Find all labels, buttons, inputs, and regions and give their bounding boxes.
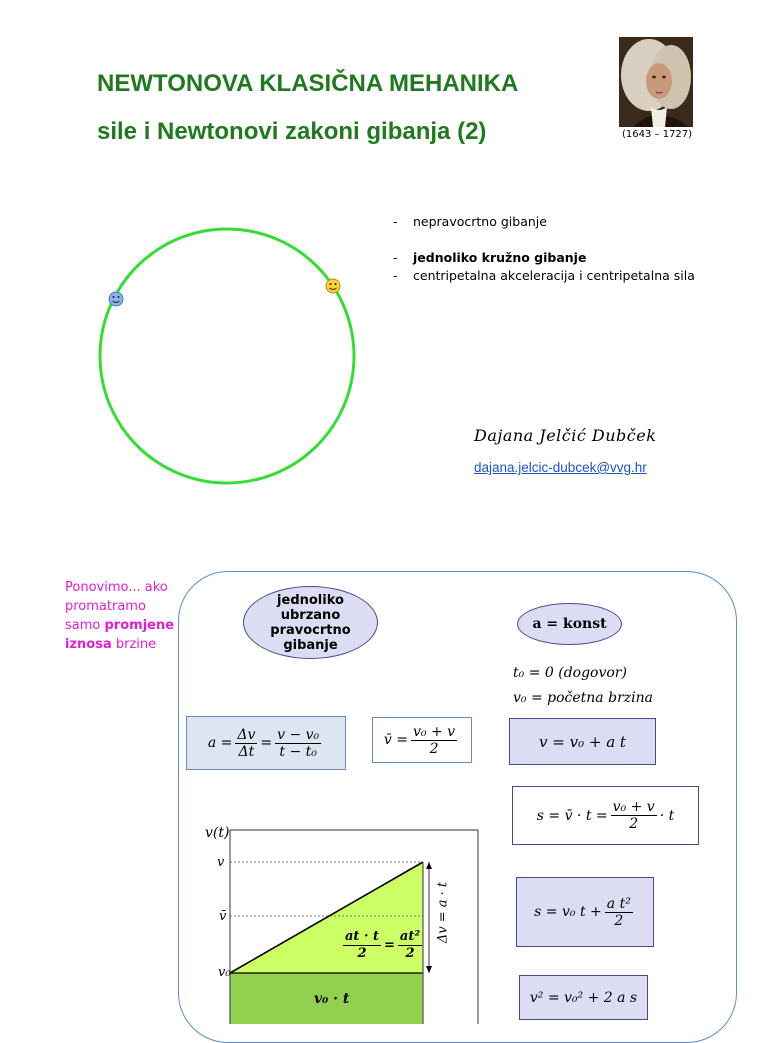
newton-portrait — [619, 37, 693, 127]
circular-motion-diagram — [96, 222, 361, 492]
smiley-yellow-icon — [326, 279, 340, 293]
portrait-years: (1643 – 1727) — [622, 129, 693, 140]
bullet-text: centripetalna akceleracija i centripetalna sila — [413, 268, 695, 283]
bullet-text: jednoliko kružno gibanje — [413, 250, 587, 265]
bullet-item-2: - jednoliko kružno gibanje — [393, 250, 587, 265]
t0-convention: t₀ = 0 (dogovor) — [513, 665, 627, 681]
constant-acceleration-oval: a = konst — [517, 603, 622, 645]
distance-formula-1: s = v̄ · t = $\frac{\text{v₀ + v}}{2}$ · t — [512, 786, 699, 845]
tick-vbar: v̄ — [219, 909, 227, 924]
motion-type-oval: jednoliko ubrzano pravocrtno gibanje — [243, 586, 378, 659]
circular-path — [100, 229, 354, 483]
rectangle-area-label: v₀ · t — [314, 991, 350, 1007]
distance-formula-2: s = v₀ t + $\frac{\text{a t²}}{2}$ — [516, 877, 654, 947]
tick-v: v — [217, 855, 225, 870]
v0-definition: v₀ = početna brzina — [513, 690, 653, 706]
bullet-item-3: - centripetalna akceleracija i centripetalna sila — [393, 268, 695, 283]
graph-y-label: v(t) — [205, 825, 230, 841]
page-title: NEWTONOVA KLASIČNA MEHANIKA — [97, 70, 519, 97]
bullet-item-1: - nepravocrtno gibanje — [393, 214, 547, 229]
author-email-link[interactable]: dajana.jelcic-dubcek@vvg.hr — [474, 460, 647, 475]
recap-note: Ponovimo... ako promatramo samo promjene iznosa brzine — [65, 580, 175, 652]
average-velocity-formula: v̄ = $\frac{\text{v₀ + v}}{2}$ — [372, 717, 472, 763]
velocity-squared-formula: v² = v₀² + 2 a s — [519, 975, 648, 1020]
velocity-formula: v = v₀ + a t — [509, 718, 656, 765]
tick-v0: v₀ — [218, 965, 231, 980]
triangle-area-formula: $\frac{at \cdot t}{2}$ = $\frac{\text{at²}}{2}$ — [345, 929, 421, 961]
author-signature: Dajana Jelčić Dubček — [474, 426, 657, 445]
acceleration-formula: a = $\frac{\Delta v}{\Delta t}$ = $\frac{\text{v − v₀}}{\text{t − t₀}}$ — [186, 716, 346, 770]
smiley-blue-icon — [109, 292, 123, 306]
page-subtitle: sile i Newtonovi zakoni gibanja (2) — [97, 118, 487, 145]
delta-v-label: Δv = a · t — [435, 881, 451, 944]
bullet-text: nepravocrtno gibanje — [413, 214, 547, 229]
